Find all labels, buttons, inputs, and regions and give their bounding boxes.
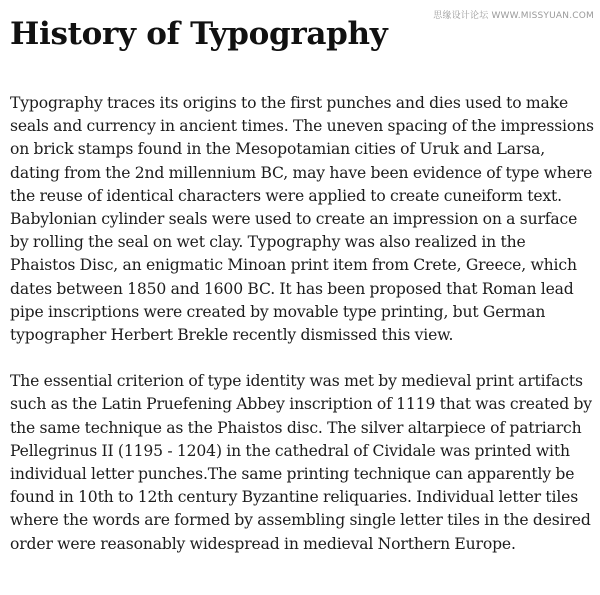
article-title: History of Typography	[10, 16, 388, 52]
site-watermark: 思缘设计论坛 WWW.MISSYUAN.COM	[433, 11, 594, 21]
article-paragraph-1: Typography traces its origins to the first punches and dies used to make seals and currency in ancient times. The uneven spacing of the impressions on brick stamps found in the Mesopotamian cities of Uruk and Larsa, dating from the 2nd millennium BC, may have been evidence of type where the reuse of identical characters were applied to create cuneiform text. Babylonian cylinder seals were used to create an impression on a surface by rolling the seal on wet clay. Typography was also realized in the Phaistos Disc, an enigmatic Minoan print item from Crete, Greece, which dates between 1850 and 1600 BC. It has been proposed that Roman lead pipe inscriptions were created by movable type printing, but German typographer Herbert Brekle recently dismissed this view.	[10, 94, 594, 345]
article	[10, 14, 594, 556]
article-paragraph-2: The essential criterion of type identity was met by medieval print artifacts such as the Latin Pruefening Abbey inscription of 1119 that was created by the same technique as the Phaistos disc. The silver altarpiece of patriarch Pellegrinus II (1195 - 1204) in the cathedral of Cividale was printed with individual letter punches.The same printing technique can apparently be found in 10th to 12th century Byzantine reliquaries. Individual letter tiles where the words are formed by assembling single letter tiles in the desired order were reasonably widespread in medieval Northern Europe.	[10, 372, 592, 553]
